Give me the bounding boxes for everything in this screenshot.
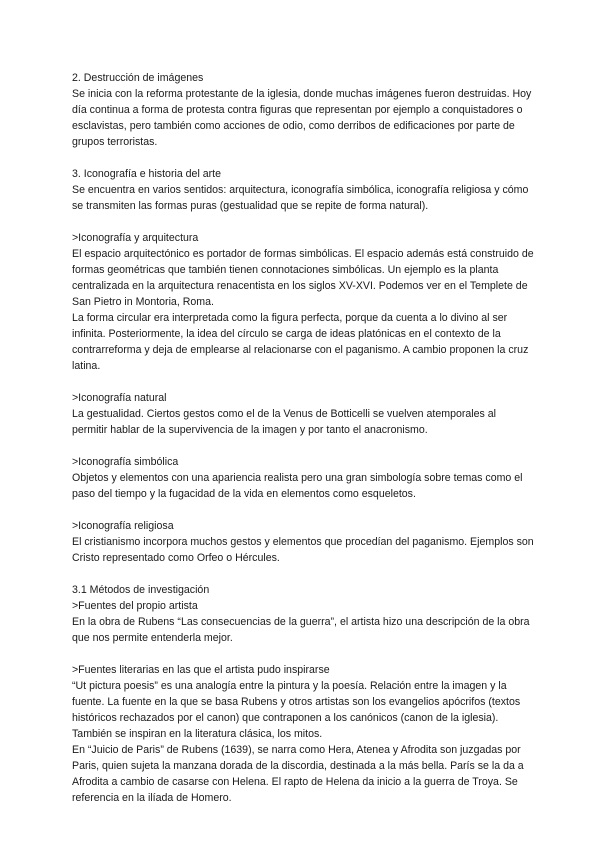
section-heading: >Iconografía y arquitectura [72,232,199,244]
section-iconografia-historia [72,166,534,214]
section-heading: 3.1 Métodos de investigación [72,584,210,596]
section-iconografia-arquitectura [72,230,534,374]
section-iconografia-natural [72,390,534,438]
section-heading: >Iconografía simbólica [72,456,179,468]
section-iconografia-religiosa [72,518,534,566]
section-heading: >Iconografía natural [72,392,167,404]
section-heading: 3. Iconografía e historia del arte [72,168,221,180]
paragraph: El espacio arquitectónico es portador de formas simbólicas. El espacio además está construido de formas geométricas que también tienen connotaciones simbólicas. Un ejemplo es la planta centralizada en la arquitectura renacentista en los siglos XV-XVI. Podemos ver en el Templete de San Pietro in Montoria, Roma. [72,248,534,308]
section-subheading: >Fuentes del propio artista [72,600,198,612]
paragraph: En la obra de Rubens “Las consecuencias de la guerra”, el artista hizo una descripción de la obra que nos permite entenderla mejor. [72,616,530,644]
paragraph: La forma circular era interpretada como la figura perfecta, porque da cuenta a lo divino al ser infinita. Posteriormente, la idea del círculo se carga de ideas platónicas en el contexto de la contrarreforma y deja de emplearse al relacionarse con el paganismo. A cambio proponen la cruz latina. [72,312,529,372]
section-fuentes-literarias [72,662,534,806]
section-metodos-investigacion [72,582,534,646]
section-heading: >Fuentes literarias en las que el artista pudo inspirarse [72,664,330,676]
paragraph: La gestualidad. Ciertos gestos como el de la Venus de Botticelli se vuelven atemporales al permitir hablar de la supervivencia de la imagen y por tanto el anacronismo. [72,408,496,436]
section-iconografia-simbolica [72,454,534,502]
paragraph: En “Juicio de Paris” de Rubens (1639), se narra como Hera, Atenea y Afrodita son juzgadas por Paris, quien sujeta la manzana dorada de la discordia, destinada a la más bella. París se la da a Afrodita a cambio de casarse con Helena. El rapto de Helena da inicio a la guerra de Troya. Se referencia en la ilíada de Homero. [72,744,524,804]
section-heading: >Iconografía religiosa [72,520,174,532]
section-destruccion [72,70,534,150]
section-heading: 2. Destrucción de imágenes [72,72,204,84]
paragraph: Se inicia con la reforma protestante de la iglesia, donde muchas imágenes fueron destruidas. Hoy día continua a forma de protesta contra figuras que representan por ejemplo a conquistadores o esclavistas, pero también como acciones de odio, como derribos de edificaciones por parte de grupos terroristas. [72,88,532,148]
paragraph: Se encuentra en varios sentidos: arquitectura, iconografía simbólica, iconografía religiosa y cómo se transmiten las formas puras (gestualidad que se repite de forma natural). [72,184,529,212]
paragraph: El cristianismo incorpora muchos gestos y elementos que procedían del paganismo. Ejemplos son Cristo representado como Orfeo o Hércules. [72,536,534,564]
paragraph: Objetos y elementos con una apariencia realista pero una gran simbología sobre temas como el paso del tiempo y la fugacidad de la vida en elementos como esqueletos. [72,472,523,500]
document-page [72,70,534,806]
paragraph: “Ut pictura poesis” es una analogía entre la pintura y la poesía. Relación entre la imagen y la fuente. La fuente en la que se basa Rubens y otros artistas son los evangelios apócrifos (textos históricos rechazados por el canon) que contraponen a los canónicos (canon de la iglesia). También se inspiran en la literatura clásica, los mitos. [72,680,521,740]
